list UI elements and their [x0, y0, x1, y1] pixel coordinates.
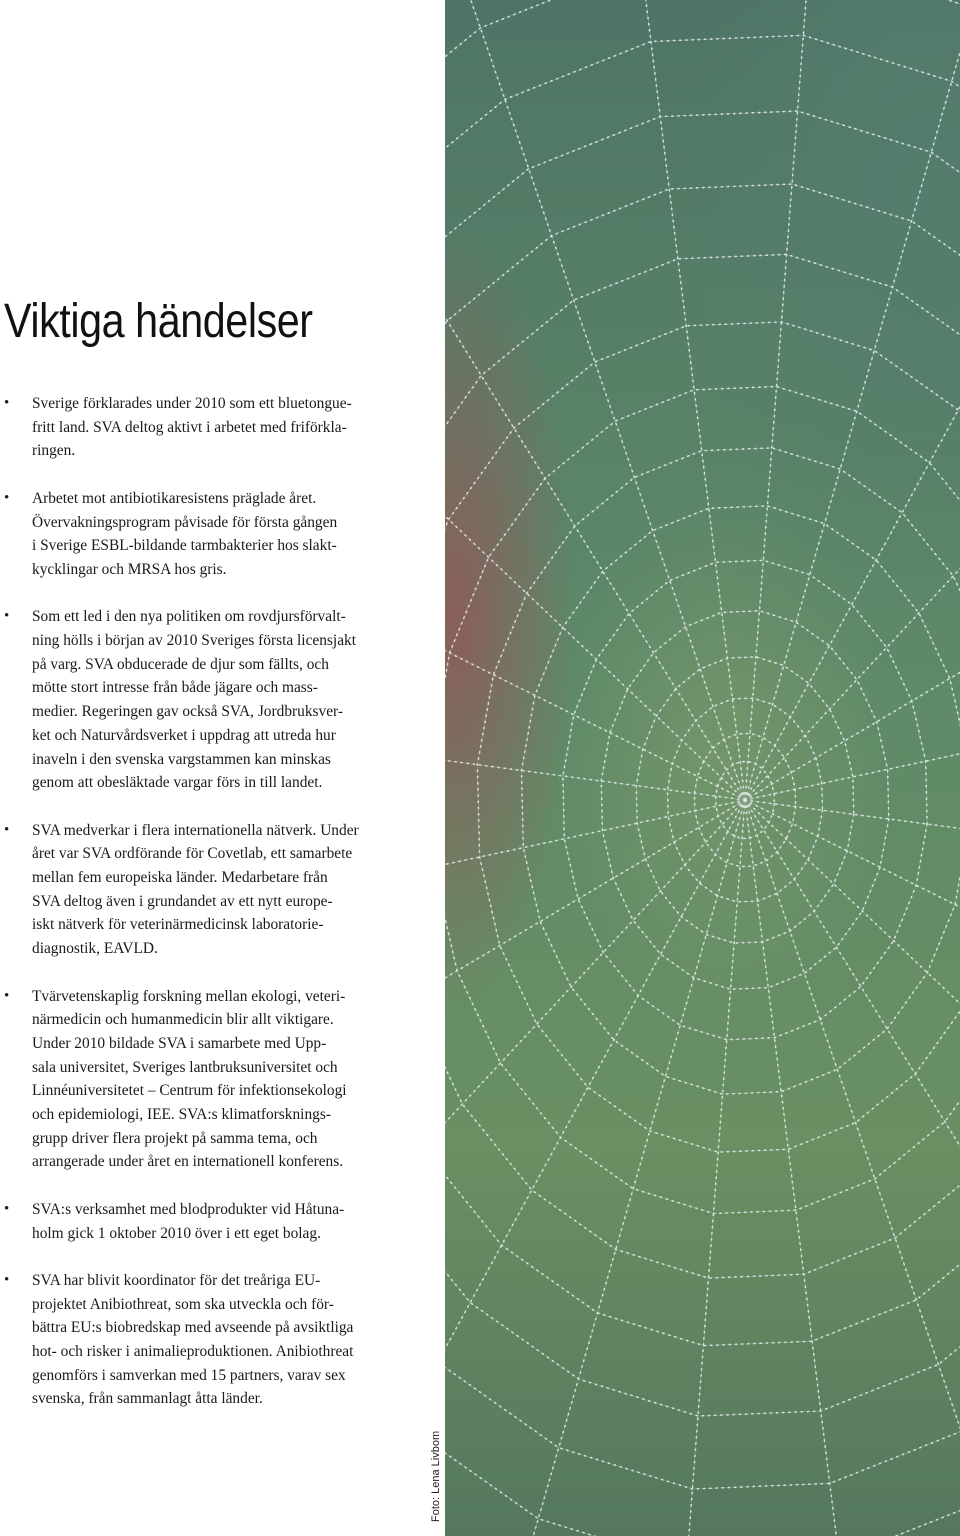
- bullet-line: genom att obesläktade vargar förs in till landet.: [32, 774, 323, 792]
- bullet-line: genomförs i samverkan med 15 partners, varav sex: [32, 1366, 346, 1384]
- list-item: [0, 392, 420, 463]
- bullet-line: fritt land. SVA deltog aktivt i arbetet med friförkla-: [32, 418, 347, 436]
- bullet-line: och epidemiologi, IEE. SVA:s klimatforsknings-: [32, 1106, 331, 1124]
- bullet-line: ringen.: [32, 442, 76, 460]
- bullet-line: • SVA har blivit koordinator för det treåriga EU-: [32, 1271, 321, 1289]
- bullet-line: mötte stort intresse från både jägare och mass-: [32, 679, 318, 697]
- bullet-line: hot- och risker i animalieproduktionen. Anibiothreat: [32, 1343, 354, 1361]
- spider-web-photo: [445, 0, 960, 1536]
- bullet-line: sala universitet, Sveriges lantbruksuniversitet och: [32, 1058, 338, 1076]
- bullet-line: bättra EU:s biobredskap med avseende på avsiktliga: [32, 1319, 354, 1337]
- bullet-line: på varg. SVA obducerade de djur som fällts, och: [32, 655, 329, 673]
- bullet-line: grupp driver flera projekt på samma tema, och: [32, 1129, 318, 1147]
- bullet-line: närmedicin och humanmedicin blir allt viktigare.: [32, 1011, 334, 1029]
- bullet-line: • Sverige förklarades under 2010 som ett bluetongue-: [32, 395, 352, 412]
- list-item: [0, 985, 420, 1175]
- list-item: [0, 605, 420, 795]
- bullet-line: • SVA:s verksamhet med blodprodukter vid Håtuna-: [32, 1200, 345, 1218]
- bullet-line: medier. Regeringen gav också SVA, Jordbruksver-: [32, 703, 343, 721]
- spider-web-icon: [445, 0, 960, 1536]
- bullet-line: • Tvärvetenskaplig forskning mellan ekologi, veteri-: [32, 987, 346, 1005]
- page-title: Viktiga händelser: [4, 295, 313, 348]
- text-column: [0, 0, 436, 1536]
- bullet-line: projektet Anibiothreat, som ska utveckla och för-: [32, 1295, 334, 1313]
- bullet-line: Linnéuniversitetet – Centrum för infektionsekologi: [32, 1082, 347, 1100]
- bullet-line: ket och Naturvårdsverket i uppdrag att utreda hur: [32, 726, 336, 744]
- bullet-line: arrangerade under året en internationell konferens.: [32, 1153, 344, 1171]
- web-strands: [445, 0, 960, 1536]
- bullet-line: iskt nätverk för veterinärmedicinsk laboratorie-: [32, 916, 324, 934]
- bullet-line: inaveln i den svenska vargstammen kan minskas: [32, 750, 331, 768]
- bullet-line: i Sverige ESBL-bildande tarmbakterier hos slakt-: [32, 537, 337, 555]
- bullet-line: svenska, från sammanlagt åtta länder.: [32, 1390, 263, 1408]
- bullet-line: SVA deltog även i grundandet av ett nytt europe-: [32, 892, 333, 910]
- bullet-line: mellan fem europeiska länder. Medarbetare från: [32, 869, 328, 887]
- bullet-line: diagnostik, EAVLD.: [32, 940, 158, 958]
- bullet-line: ning hölls i början av 2010 Sveriges första licensjakt: [32, 632, 356, 649]
- bullet-line: • Som ett led i den nya politiken om rovdjursförvalt-: [32, 608, 346, 626]
- list-item: [0, 819, 420, 961]
- list-item: [0, 1198, 420, 1245]
- bullet-line: holm gick 1 oktober 2010 över i ett eget bolag.: [32, 1224, 321, 1242]
- bullet-line: Övervakningsprogram påvisade för första gången: [32, 513, 338, 531]
- photo-credit: Foto: Lena Livbom: [430, 1430, 442, 1522]
- list-item: [0, 1269, 420, 1411]
- list-item: [0, 487, 420, 582]
- bullet-line: kycklingar och MRSA hos gris.: [32, 560, 227, 578]
- bullet-line: • Arbetet mot antibiotikaresistens präglade året.: [32, 489, 317, 507]
- bullet-list: [0, 392, 420, 1435]
- bullet-line: året var SVA ordförande för Covetlab, ett samarbete: [32, 845, 353, 863]
- bullet-line: • SVA medverkar i flera internationella nätverk. Under: [32, 821, 359, 839]
- bullet-line: Under 2010 bildade SVA i samarbete med Upp-: [32, 1034, 327, 1052]
- web-threads: [445, 0, 960, 1536]
